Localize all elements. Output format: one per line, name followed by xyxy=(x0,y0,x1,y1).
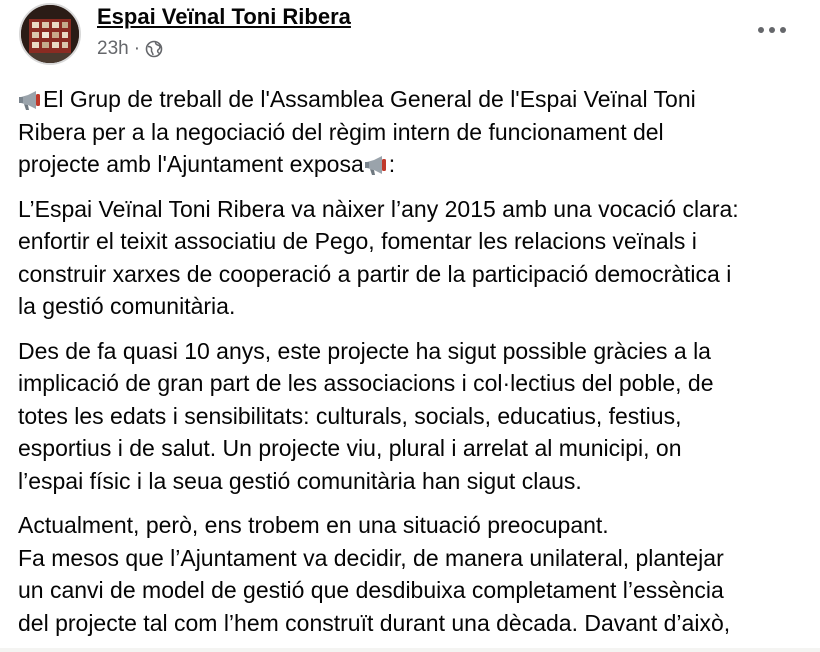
paragraph-3-line: un canvi de model de gestió que desdibuixa completament l’essència xyxy=(18,577,724,603)
megaphone-icon xyxy=(18,87,43,109)
more-options-icon xyxy=(757,26,787,34)
post-timestamp[interactable]: 23h xyxy=(97,38,129,59)
post-body xyxy=(18,83,808,651)
paragraph-1-line: construir xarxes de cooperació a partir de la participació democràtica i xyxy=(18,260,732,287)
paragraph-2-line: implicació de gran part de les associacions i col·lectius del poble, de xyxy=(18,370,714,396)
post-header xyxy=(0,0,820,70)
paragraph-1-line: L’Espai Veïnal Toni Ribera va nàixer l’any 2015 amb una vocació clara: xyxy=(18,195,739,222)
paragraph-3-line: Fa mesos que l’Ajuntament va decidir, de manera unilateral, plantejar xyxy=(18,544,724,571)
paragraph-2-line: esportius i de salut. Un projecte viu, plural i arrelat al municipi, on xyxy=(18,435,682,461)
intro-text-1: El Grup de treball de l'Assamblea General de l'Espai Veïnal Toni xyxy=(43,86,696,112)
bottom-edge xyxy=(0,648,820,652)
megaphone-icon xyxy=(364,152,389,174)
avatar[interactable] xyxy=(19,3,81,65)
intro-line-1 xyxy=(18,83,808,116)
paragraph-2 xyxy=(18,335,808,498)
paragraph-1-line: la gestió comunitària. xyxy=(18,293,236,319)
intro-line-2: Ribera per a la negociació del règim intern de funcionament del xyxy=(18,118,664,145)
more-options-button[interactable] xyxy=(752,14,792,46)
intro-text-3: projecte amb l'Ajuntament exposa xyxy=(18,151,364,177)
paragraph-1-line: enfortir el teixit associatiu de Pego, fomentar les relacions veïnals i xyxy=(18,228,697,254)
paragraph-2-line: Des de fa quasi 10 anys, este projecte ha sigut possible gràcies a la xyxy=(18,337,711,364)
paragraph-3-line: Actualment, però, ens trobem en una situació preocupant. xyxy=(18,512,609,538)
paragraph-2-line: l’espai físic i la seua gestió comunitària han sigut claus. xyxy=(18,467,582,494)
intro-line-3 xyxy=(18,148,808,181)
meta-separator: · xyxy=(133,38,141,59)
paragraph-1 xyxy=(18,193,808,323)
intro-paragraph xyxy=(18,83,808,181)
paragraph-3-line: del projecte tal com l’hem construït durant una dècada. Davant d’això, xyxy=(18,609,731,636)
intro-colon: : xyxy=(388,151,396,177)
post-meta xyxy=(97,38,163,60)
globe-icon[interactable] xyxy=(145,40,163,58)
page-name-link[interactable]: Espai Veïnal Toni Ribera xyxy=(97,4,351,29)
avatar-image xyxy=(21,5,79,63)
paragraph-3 xyxy=(18,509,808,639)
paragraph-2-line: totes les edats i sensibilitats: culturals, socials, educatius, festius, xyxy=(18,402,682,429)
